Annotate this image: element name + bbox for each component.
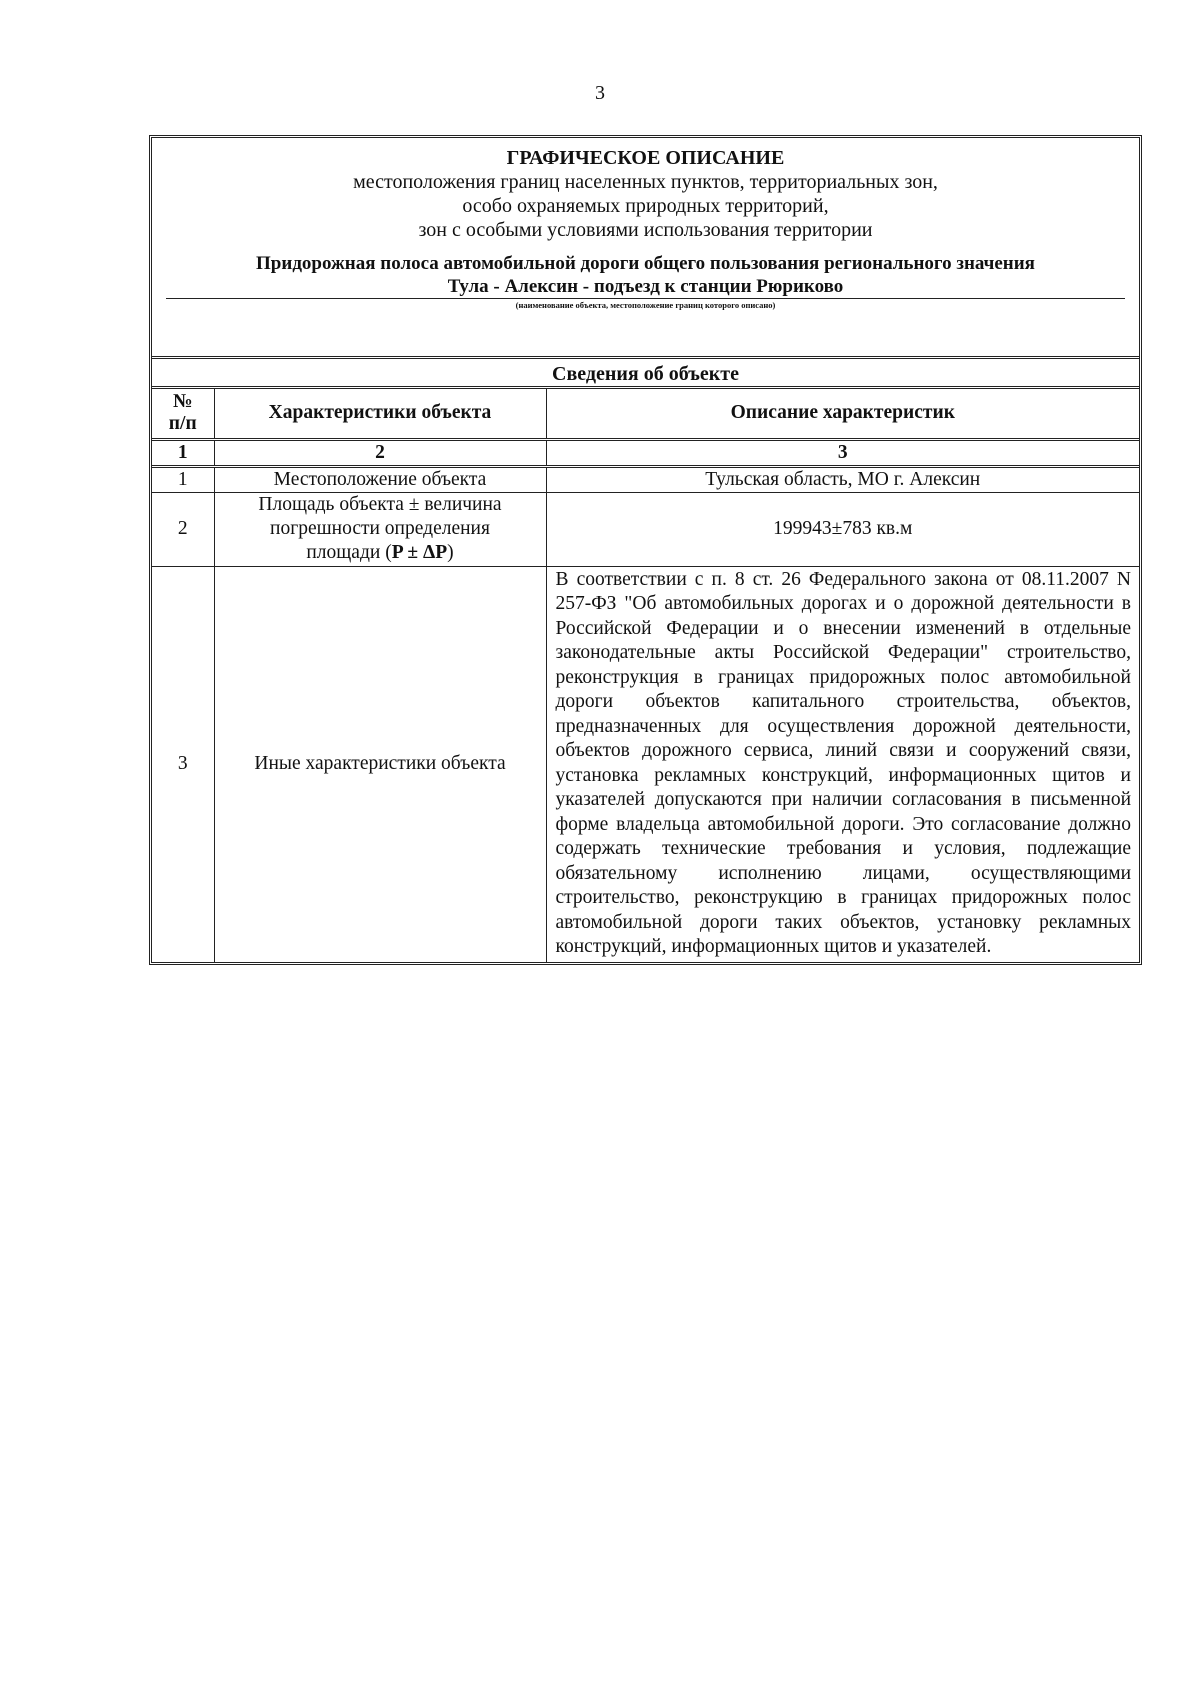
characteristic-line-3-suffix: )	[447, 542, 454, 563]
graphic-description-form	[149, 135, 1142, 965]
object-name-caption: (наименование объекта, местоположение границ которого описано)	[515, 300, 776, 310]
row-characteristic: Иные характеристики объекта	[214, 566, 546, 962]
row-description: В соответствии с п. 8 ст. 26 Федерального закона от 08.11.2007 N 257-ФЗ "Об автомобильных дорогах и о дорожной деятельности в Российской Федерации и о внесении изменений в отдельные законодательные акты Российской Федерации" строительство, реконструкция в границах придорожных полос автомобильной дороги объектов капитального строительства, объектов, предназначенных для осуществления дорожной деятельности, объектов дорожного сервиса, линий связи и сооружений связи, установка рекламных конструкций, информационных щитов и указателей допускаются при наличии согласования в письменной форме владельца автомобильной дороги. Это согласование должно содержать технические требования и условия, подлежащие обязательному исполнению лицами, осуществляющими строительство, реконструкцию в границах придорожных полос автомобильной дороги таких объектов, установку рекламных конструкций, информационных щитов и указателей.	[546, 566, 1139, 962]
subtitle-line-2: особо охраняемых природных территорий,	[462, 195, 829, 217]
row-num: 1	[152, 466, 214, 492]
index-cell-2: 2	[214, 439, 546, 466]
characteristic-line-3-prefix: площади (	[306, 542, 392, 563]
row-description: 199943±783 кв.м	[546, 492, 1139, 566]
table-row	[152, 492, 1139, 566]
object-name-line-1: Придорожная полоса автомобильной дороги общего пользования регионального значения	[256, 253, 1035, 274]
row-num: 2	[152, 492, 214, 566]
form-title: ГРАФИЧЕСКОЕ ОПИСАНИЕ	[506, 147, 785, 169]
row-characteristic: Местоположение объекта	[214, 466, 546, 492]
section-title: Сведения об объекте	[152, 359, 1139, 389]
table-index-row	[152, 439, 1139, 466]
row-num: 3	[152, 566, 214, 962]
characteristic-line-2: погрешности определения	[270, 518, 490, 539]
page-number: 3	[595, 82, 605, 104]
form-header	[152, 138, 1139, 359]
index-cell-3: 3	[546, 439, 1139, 466]
index-cell-1: 1	[152, 439, 214, 466]
characteristic-line-3-formula: P ± ΔP	[391, 542, 448, 563]
header-description-cell: Описание характеристик	[546, 389, 1139, 439]
header-num-line-1: №	[172, 391, 193, 413]
header-num-cell	[152, 389, 214, 439]
table-row	[152, 566, 1139, 962]
row-characteristic	[214, 492, 546, 566]
object-name-underline	[166, 275, 1125, 299]
characteristic-line-1: Площадь объекта ± величина	[258, 494, 502, 515]
subtitle-line-3: зон с особыми условиями использования территории	[418, 219, 873, 241]
object-name-line-2: Тула - Алексин - подъезд к станции Рюриково	[447, 276, 844, 297]
table-header-row	[152, 389, 1139, 439]
header-characteristic-cell: Характеристики объекта	[214, 389, 546, 439]
header-num-line-2: п/п	[168, 413, 197, 435]
subtitle-line-1: местоположения границ населенных пунктов, территориальных зон,	[353, 171, 938, 193]
row-description: Тульская область, МО г. Алексин	[546, 466, 1139, 492]
object-properties-table	[152, 389, 1139, 962]
table-row	[152, 466, 1139, 492]
characteristic-line-3	[219, 541, 542, 565]
